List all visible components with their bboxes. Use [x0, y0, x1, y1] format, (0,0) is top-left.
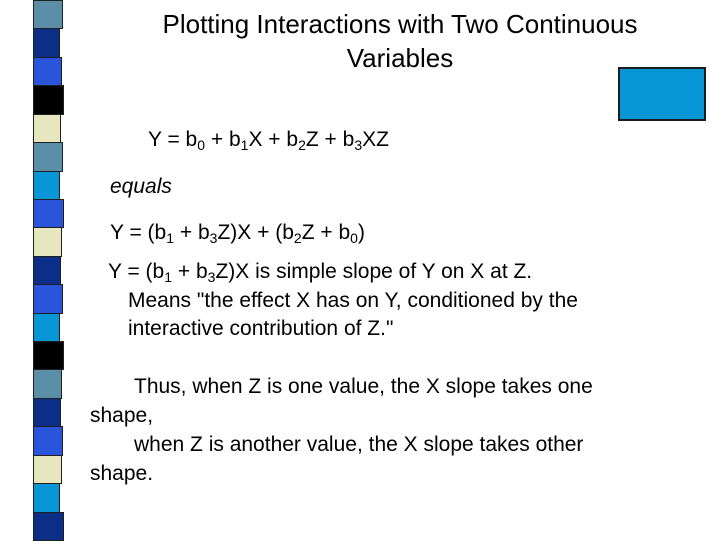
strip-block: [33, 398, 61, 427]
strip-block: [33, 114, 61, 143]
strip-block: [33, 426, 63, 455]
closing-line-4: shape.: [90, 462, 154, 485]
strip-block: [33, 313, 60, 342]
strip-block: [33, 28, 60, 57]
closing-line-3: when Z is another value, the X slope takes other: [134, 433, 584, 456]
strip-block: [33, 85, 64, 114]
strip-block: [33, 512, 64, 541]
equals-label: equals: [110, 175, 172, 198]
slide-title-line-2: Variables: [346, 43, 454, 73]
simple-slope-statement: $Y = (b_1 + b_3Z)X$ is simple slope of Y on X at Z.: [108, 260, 533, 285]
closing-line-2: shape,: [90, 404, 154, 427]
strip-block: [33, 227, 62, 256]
meaning-line-2: interactive contribution of Z.": [128, 317, 394, 340]
strip-block: [33, 171, 60, 200]
slide-title-line-1: Plotting Interactions with Two Continuous: [162, 9, 638, 39]
strip-block: [33, 199, 64, 228]
strip-block: [33, 0, 63, 29]
strip-block: [33, 483, 60, 512]
strip-block: [33, 284, 63, 313]
regression-equation: $Y = b_0 + b_1X + b_2Z + b_3XZ$: [148, 128, 389, 153]
strip-block: [33, 142, 63, 171]
rearranged-equation: $Y = (b_1 + b_3Z)X + (b_2Z + b_0)$: [110, 221, 365, 246]
meaning-line-1: Means "the effect X has on Y, conditioned by the: [128, 289, 578, 312]
decorative-corner-square: [618, 67, 706, 121]
strip-block: [33, 369, 62, 398]
strip-block: [33, 455, 62, 484]
decorative-side-strip: [0, 0, 64, 540]
closing-line-1: Thus, when Z is one value, the X slope takes one: [134, 375, 593, 398]
strip-block: [33, 57, 62, 86]
strip-block: [33, 341, 64, 370]
strip-block: [33, 256, 61, 285]
